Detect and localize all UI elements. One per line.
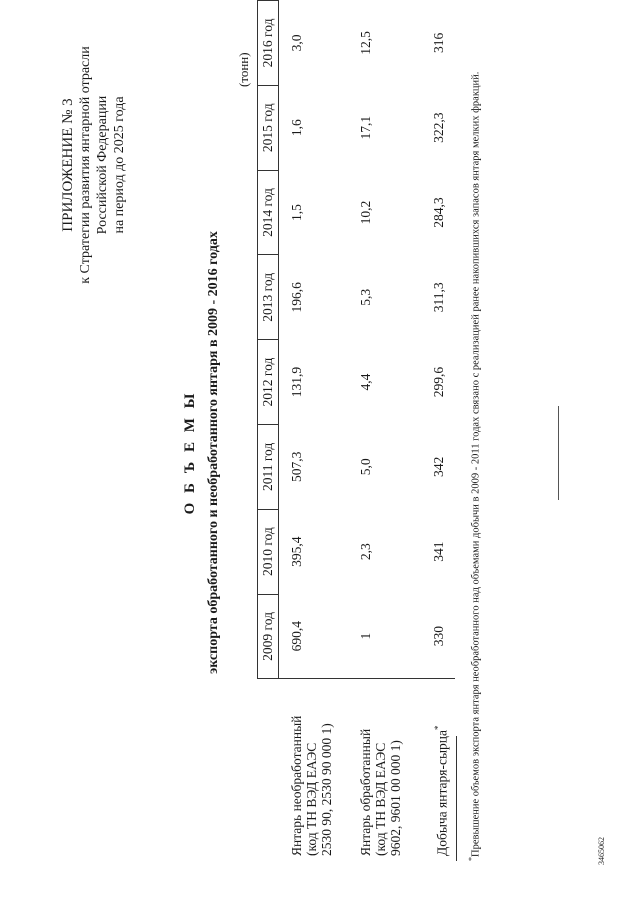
document-number: 3465062	[597, 837, 606, 865]
table-row-raw-amber-mining	[417, 1, 456, 862]
column-header: 2010 год	[258, 509, 279, 594]
document-title: О Б Ъ Е М Ы	[182, 390, 198, 515]
column-header: 2011 год	[258, 424, 279, 509]
table-cell: 10,2	[357, 200, 373, 225]
unit-label: (тонн)	[236, 52, 251, 87]
appendix-line: к Стратегии развития янтарной отрасли	[78, 46, 93, 284]
footnote-mark: *	[467, 857, 476, 861]
table-cell: 17,1	[357, 115, 373, 140]
table-cell: 3,0	[289, 34, 304, 52]
table-header-row	[258, 1, 279, 862]
table-row-unprocessed-amber	[279, 1, 348, 862]
table-cell: 2,3	[357, 543, 373, 561]
footnote	[466, 49, 483, 861]
table-cell: 341	[430, 541, 446, 562]
footnote-marker: *	[432, 725, 443, 730]
table-cell: 196,6	[289, 282, 304, 313]
table-cell: 12,5	[357, 31, 373, 55]
column-header: 2015 год	[258, 85, 279, 170]
table-cell: 1,5	[289, 204, 304, 221]
row-label-line: (код ТН ВЭД ЕАЭС	[372, 742, 388, 856]
table-cell: 507,3	[289, 451, 304, 483]
table-cell: 395,4	[289, 536, 304, 567]
table-cell: 311,3	[430, 282, 446, 313]
column-header: 2014 год	[258, 170, 279, 255]
table-cell: 690,4	[289, 620, 304, 652]
separator-line	[558, 406, 559, 500]
row-label-line: Янтарь необработанный	[288, 715, 304, 856]
row-label-line: 2530 90, 2530 90 000 1)	[318, 723, 334, 856]
table-cell: 1	[357, 632, 373, 640]
document-subtitle: экспорта обработанного и необработанного янтаря в 2009 - 2016 годах	[206, 231, 221, 674]
header-stub-cell	[258, 679, 279, 861]
column-header: 2016 год	[258, 1, 279, 86]
appendix-line: на период до 2025 года	[112, 96, 127, 234]
table-cell: 5,3	[357, 288, 373, 306]
appendix-title: ПРИЛОЖЕНИЕ № 3	[60, 98, 76, 232]
appendix-line: Российской Федерации	[95, 95, 110, 235]
table-cell: 131,9	[289, 366, 304, 398]
export-volume-table	[257, 0, 455, 861]
table-cell: 299,6	[430, 366, 446, 398]
footnote-text: Превышение объемов экспорта янтаря необработанного над объемами добычи в 2009 - 2011 годах связано с реализацией ранее накопившихся запасов янтаря мелких фракций.	[470, 71, 482, 857]
row-label	[348, 679, 417, 861]
column-header: 2009 год	[258, 594, 279, 679]
row-label-line: Добыча янтаря-сырца	[434, 729, 449, 856]
table-row-processed-amber	[348, 1, 417, 862]
table-cell: 330	[430, 626, 446, 647]
row-label-line: (код ТН ВЭД ЕАЭС	[303, 742, 319, 856]
column-header: 2013 год	[258, 255, 279, 340]
table-cell: 1,6	[289, 119, 304, 137]
table-cell: 342	[430, 456, 446, 477]
table-cell: 316	[430, 32, 446, 54]
row-label	[279, 679, 348, 861]
footnote-divider	[456, 736, 457, 861]
table-cell: 284,3	[430, 197, 446, 228]
table-cell: 322,3	[430, 112, 446, 143]
appendix-header	[60, 45, 128, 285]
row-label-line: Янтарь обработанный	[357, 728, 373, 856]
row-label	[417, 679, 456, 861]
column-header: 2012 год	[258, 340, 279, 425]
table-cell: 4,4	[357, 373, 373, 391]
table-cell: 5,0	[357, 458, 373, 476]
row-label-line: 9602, 9601 00 000 1)	[387, 740, 403, 856]
